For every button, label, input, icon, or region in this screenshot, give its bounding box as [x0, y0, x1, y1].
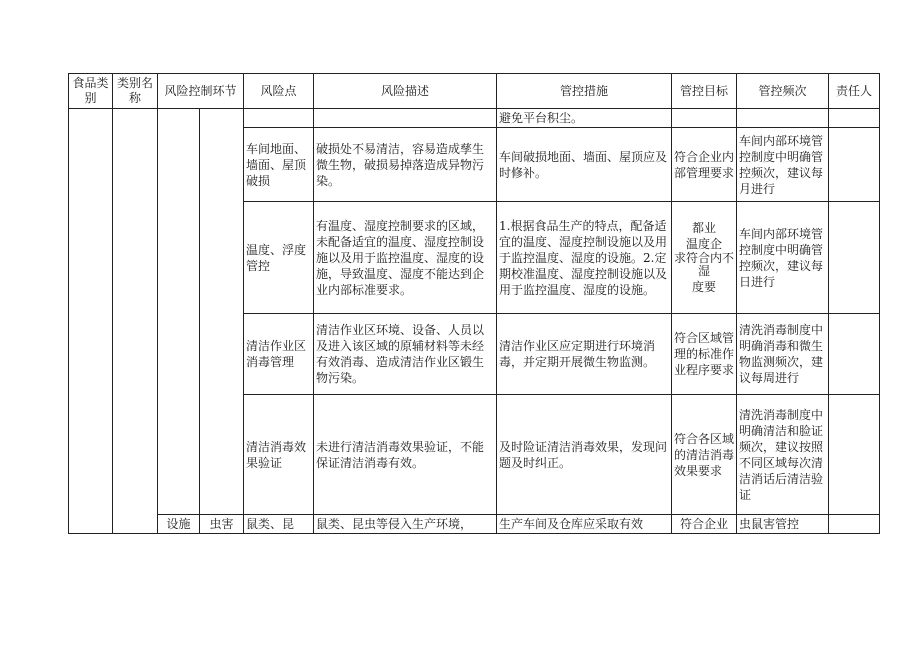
target-line: 都业	[692, 221, 717, 235]
control-link-b-cell: 虫害	[200, 515, 244, 534]
responsible-cell	[829, 128, 880, 202]
header-category-name: 类别名称	[113, 74, 158, 109]
continuation-row	[69, 109, 880, 128]
header-risk-desc: 风险描述	[314, 74, 497, 109]
risk-desc-cell: 有温度、湿度控制要求的区域，未配备适宜的温度、湿度控制设施以及用于监控温度、湿度的设施，导致温度、湿度不能达到企业内部标准要求。	[314, 202, 497, 314]
header-measures: 管控措施	[497, 74, 672, 109]
control-link-b-cell	[200, 109, 244, 515]
risk-point-cell: 鼠类、昆	[244, 515, 314, 534]
target-cell: 符合企业	[672, 515, 737, 534]
frequency-cell: 清洗消毒制度中明确清洁和脸证频次，建议按照不同区域每次清洁消话后清洁验证	[737, 395, 829, 515]
responsible-cell	[829, 202, 880, 314]
measures-cell: 1.根据食品生产的特点，配备适宜的温度、湿度控制设施以及用于监控温度、湿度的设施。2.定期校准温度、湿度控制设施以及用于监控温度、湿度的设施。	[497, 202, 672, 314]
control-link-a-cell: 设施	[158, 515, 200, 534]
responsible-cell	[829, 314, 880, 395]
measures-cell: 车间破损地面、墙面、屋顶应及时修补。	[497, 128, 672, 202]
responsible-cell	[829, 395, 880, 515]
risk-point-cell: 车间地面、墙面、屋顶破损	[244, 128, 314, 202]
header-risk-point: 风险点	[244, 74, 314, 109]
responsible-cell	[829, 515, 880, 534]
target-cell	[672, 109, 737, 128]
frequency-cell	[737, 109, 829, 128]
header-target: 管控目标	[672, 74, 737, 109]
target-cell: 符合各区域的清洁消毒效果要求	[672, 395, 737, 515]
measures-cell: 清洁作业区应定期进行环境消毒，并定期开展微生物监测。	[497, 314, 672, 395]
measures-cell: 及时险证清洁消毒效果，发现问题及时纠正。	[497, 395, 672, 515]
measures-cell: 生产车间及仓库应采取有效	[497, 515, 672, 534]
category-name-cell	[113, 109, 158, 534]
risk-desc-cell	[314, 109, 497, 128]
table-row	[69, 515, 880, 534]
food-category-cell	[69, 109, 113, 534]
header-row	[69, 74, 880, 109]
control-link-a-cell	[158, 109, 200, 515]
risk-point-cell: 清洁作业区消毒管理	[244, 314, 314, 395]
target-line: 温度企	[686, 237, 723, 251]
frequency-cell: 车间内部环境管控制度中明确管控频次，建议每月进行	[737, 128, 829, 202]
header-control-link: 风险控制环节	[158, 74, 244, 109]
header-frequency: 管控频次	[737, 74, 829, 109]
risk-control-table	[68, 73, 880, 534]
frequency-cell: 车间内部环境管控制度中明确管控频次，建议每日进行	[737, 202, 829, 314]
risk-point-cell: 清洁消毒效果验证	[244, 395, 314, 515]
frequency-cell: 清洗消毒制度中明确消毒和微生物监测频次，建议每周进行	[737, 314, 829, 395]
risk-desc-cell: 未进行清洁消毒效果验证，不能保证清洁消毒有效。	[314, 395, 497, 515]
measures-cell: 避免平台积尘。	[497, 109, 672, 128]
risk-desc-cell: 鼠类、昆虫等侵入生产环境，	[314, 515, 497, 534]
target-cell: 符合区域管理的标准作业程序要求	[672, 314, 737, 395]
risk-desc-cell: 清洁作业区环境、设备、人员以及进入该区域的原辅材料等未经有效消毒、造成清洁作业区锻生物污染。	[314, 314, 497, 395]
target-line: 度要	[692, 280, 717, 294]
risk-desc-cell: 破损处不易清洁，容易造成孳生微生物，破损易掉落造成异物污染。	[314, 128, 497, 202]
risk-point-cell: 温度、浮度管控	[244, 202, 314, 314]
risk-point-cell	[244, 109, 314, 128]
target-line: 求符合内不湿	[674, 251, 735, 278]
responsible-cell	[829, 109, 880, 128]
target-cell: 符合企业内部管理要求	[672, 128, 737, 202]
header-responsible: 责任人	[829, 74, 880, 109]
header-food-category: 食品类别	[69, 74, 113, 109]
frequency-cell: 虫鼠害管控	[737, 515, 829, 534]
target-cell	[672, 202, 737, 314]
